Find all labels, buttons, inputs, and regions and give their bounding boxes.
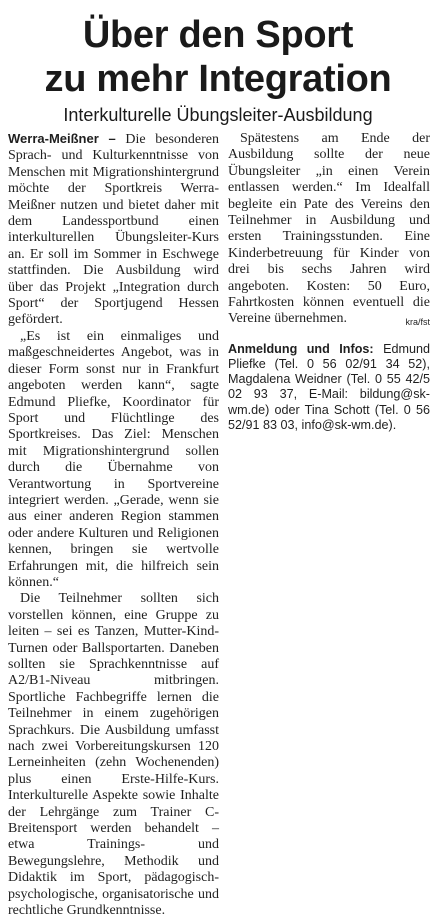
subheadline: Interkulturelle Übungsleiter-Ausbildung (63, 105, 373, 125)
contact-info (228, 342, 430, 433)
paragraph-text: Spätestens am Ende der Ausbildung sollte der neue Übungsleiter „in einen Verein entlassen werden.“ Im Idealfall begleite ein Pate des Vereins den Teilnehmer in Ausbildung und ersten Trainingsstunden. Eine Kinderbetreuung für Kinder von drei bis sechs Jahren wird angeboten. Kosten: 50 Euro, Fahrtkosten können eventuell die Vereine übernehmen. (228, 131, 430, 327)
headline-line-2: zu mehr Integration (44, 58, 392, 100)
article-paragraph-4 (228, 131, 430, 328)
paragraph-text: Die besonderen Sprach- und Kulturkenntnisse von Menschen mit Migrationshintergrund möchte der Sportkreis Werra-Meißner nutzen und bietet daher mit dem Landessportbund einen interkulturellen Übungsleiter-Kurs an. Er soll im Sommer in Eschwege stattfinden. Die Ausbildung wird über das Projekt „Integration durch Sport“ der Sportjugend Hessen gefördert. (8, 132, 220, 328)
article-paragraph-1 (8, 131, 219, 329)
article-column-left (8, 131, 219, 920)
author-credit: kra/fst (405, 317, 430, 328)
article-paragraph-2: „Es ist ein einmaliges und maßgeschneidertes Angebot, was in dieser Form sonst nur in Frankfurt angeboten werden kann“, sagte Edmund Pliefke, Koordinator für Sport und Flüchtlinge des Sportkreises. Das Ziel: Menschen mit Migrationshintergrund sollen durch die Übernahme von Verantwortung in Sportvereine integriert werden. „Gerade, wenn sie aus einer anderen Region stammen oder andere Kulturen und Religionen kennen, bringen sie wertvolle Erfahrungen mit, die hilfreich sein können.“ (8, 328, 219, 590)
dateline: Werra-Meißner – (8, 131, 116, 146)
article-paragraph-3: Die Teilnehmer sollten sich vorstellen können, eine Gruppe zu leiten – sei es Tanzen, Mutter-Kind-Turnen oder Ballsportarten. Daneben sollten sie Sprachkenntnisse auf A2/B1-Niveau mitbringen. Sportliche Fachbegriffe lernen die Teilnehmer in einem zugehörigen Sprachkurs. Die Ausbildung umfasst nach zwei Vorbereitungskursen 120 Lerneinheiten (zehn Wochenenden) plus einen Erste-Hilfe-Kurs. Interkulturelle Aspekte sowie Inhalte der Lehrgänge zum Trainer C-Breitensport werden behandelt – etwa Trainings- und Bewegungslehre, Methodik und Didaktik im Sport, pädagogisch-psychologische, organisatorische und rechtliche Grundkenntnisse. (8, 591, 219, 919)
contact-label: Anmeldung und Infos: (228, 341, 374, 356)
article-column-right (228, 131, 430, 433)
headline-line-1: Über den Sport (82, 14, 354, 56)
contact-text: Edmund Pliefke (Tel. 0 56 02/91 34 52), Magdalena Weidner (Tel. 0 55 42/5 02 93 37, E-Mail: bildung@sk-wm.de) oder Tina Schott (Tel. 0 56 52/91 83 03, info@sk-wm.de). (228, 341, 430, 432)
